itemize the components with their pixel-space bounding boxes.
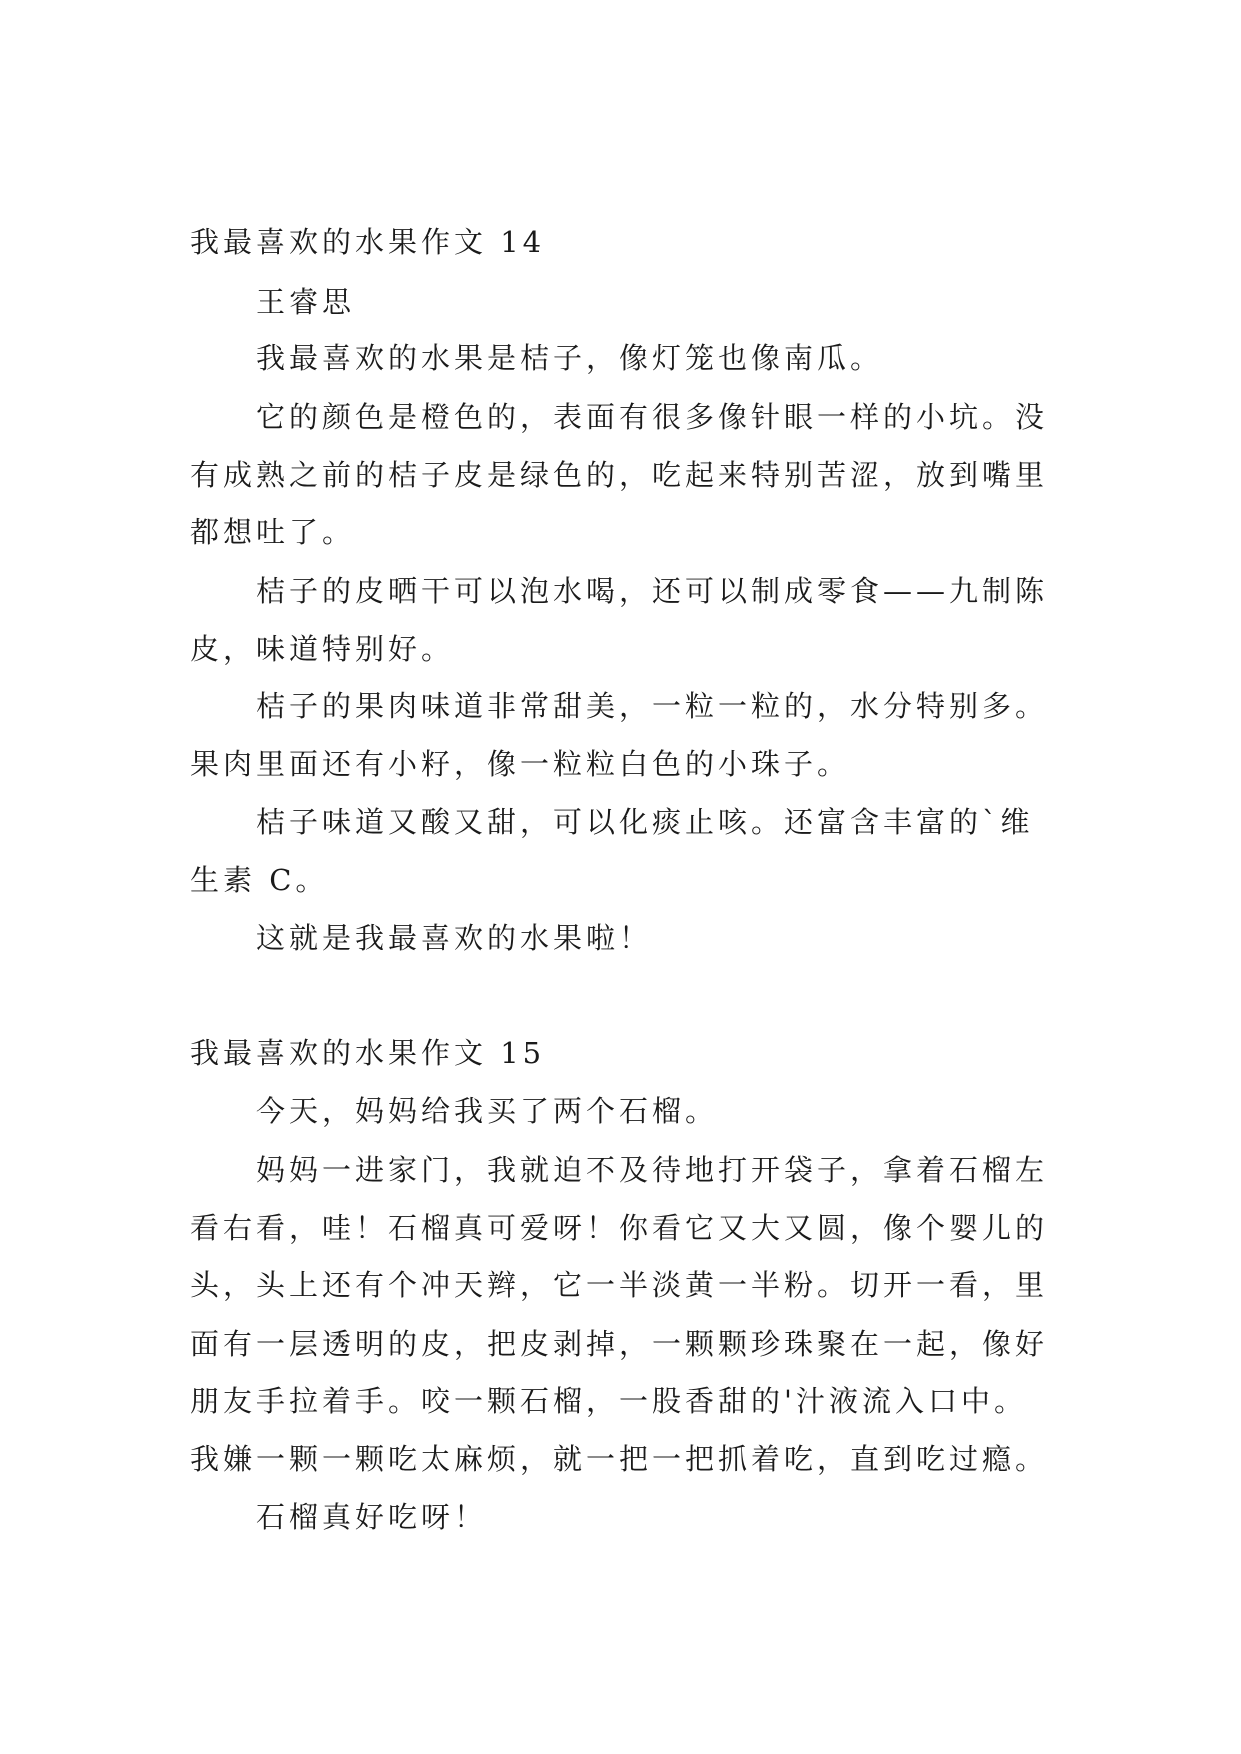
essay-15-paragraph-2-line-3: 头，头上还有个冲天辫，它一半淡黄一半粉。切开一看，里: [190, 1268, 1049, 1302]
essay-14-paragraph-4-line-1: 桔子的果肉味道非常甜美，一粒一粒的，水分特别多。: [256, 689, 1049, 723]
essay-15-paragraph-2-line-4: 面有一层透明的皮，把皮剥掉，一颗颗珍珠聚在一起，像好: [190, 1327, 1049, 1361]
essay-14-paragraph-3-line-2: 皮，味道特别好。: [190, 632, 455, 666]
essay-14-paragraph-6: 这就是我最喜欢的水果啦！: [256, 921, 653, 955]
essay-14-paragraph-2-line-1: 它的颜色是橙色的，表面有很多像针眼一样的小坑。没: [256, 400, 1049, 434]
essay-14-paragraph-4-line-2: 果肉里面还有小籽，像一粒粒白色的小珠子。: [190, 747, 851, 781]
essay-15-title: 我最喜欢的水果作文 15: [190, 1036, 546, 1070]
essay-14-paragraph-3-line-1: 桔子的皮晒干可以泡水喝，还可以制成零食——九制陈: [256, 574, 1049, 608]
essay-14-paragraph-5-line-1: 桔子味道又酸又甜，可以化痰止咳。还富含丰富的`维: [256, 805, 1034, 839]
essay-14-paragraph-2-line-2: 有成熟之前的桔子皮是绿色的，吃起来特别苦涩，放到嘴里: [190, 458, 1049, 492]
essay-15-paragraph-2-line-6: 我嫌一颗一颗吃太麻烦，就一把一把抓着吃，直到吃过瘾。: [190, 1442, 1049, 1476]
essay-14-paragraph-1: 我最喜欢的水果是桔子，像灯笼也像南瓜。: [256, 341, 884, 375]
essay-14-paragraph-5-line-2: 生素 C。: [190, 863, 329, 897]
essay-15-paragraph-1: 今天，妈妈给我买了两个石榴。: [256, 1094, 719, 1128]
essay-15-paragraph-2-line-2: 看右看，哇！石榴真可爱呀！你看它又大又圆，像个婴儿的: [190, 1211, 1049, 1245]
essay-15-paragraph-2-line-5: 朋友手拉着手。咬一颗石榴，一股香甜的'汁液流入口中。: [190, 1384, 1027, 1418]
essay-15-paragraph-2-line-1: 妈妈一进家门，我就迫不及待地打开袋子，拿着石榴左: [256, 1153, 1049, 1187]
essay-14-title: 我最喜欢的水果作文 14: [190, 225, 546, 259]
essay-14-author: 王睿思: [256, 285, 356, 319]
essay-15-paragraph-3: 石榴真好吃呀！: [256, 1500, 488, 1534]
essay-14-paragraph-2-line-3: 都想吐了。: [190, 515, 356, 549]
